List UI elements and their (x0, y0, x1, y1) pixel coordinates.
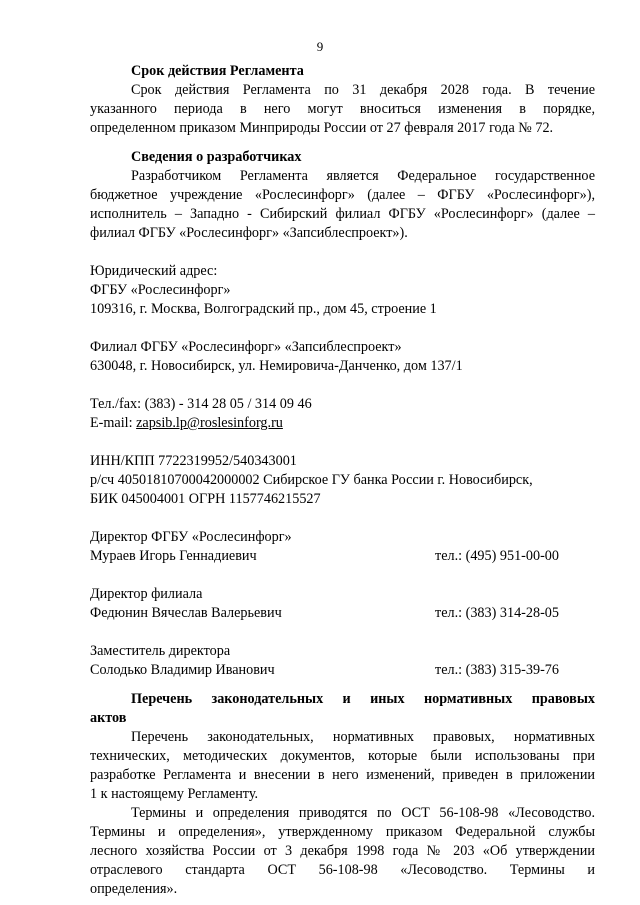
acts-para1-line: Перечень законодательных, нормативных правовых, нормативных (131, 729, 595, 745)
person-phone: тел.: (383) 314-28-05 (435, 605, 559, 621)
acts-para1-line: технических, методических документов, которые были использованы при (90, 748, 595, 764)
section-heading-acts-cont: актов (90, 710, 127, 726)
acts-para2-line: Термины и определения приводятся по ОСТ 56-108-98 «Лесоводство. (131, 805, 595, 821)
contact-email-row (90, 414, 595, 433)
contact-phone: Тел./fax: (383) - 314 28 05 / 314 09 46 (90, 396, 312, 412)
person-name: Солодько Владимир Иванович (90, 662, 275, 678)
acts-para1-line: 1 к настоящему Регламенту. (90, 786, 259, 802)
person-title: Директор филиала (90, 586, 203, 602)
person-title: Заместитель директора (90, 643, 231, 659)
bank-account: р/сч 40501810700042000002 Сибирское ГУ банка России г. Новосибирск, (90, 472, 533, 488)
developers-line: исполнитель – Западно - Сибирский филиал ФГБУ «Рослесинфорг» (далее – (90, 206, 595, 222)
acts-para2-line: отраслевого стандарта ОСТ 56-108-98 «Лесоводство. Термины и (90, 862, 595, 878)
person-row (90, 604, 595, 623)
legal-address-value: 109316, г. Москва, Волгоградский пр., дом 45, строение 1 (90, 301, 437, 317)
developers-line: филиал ФГБУ «Рослесинфорг» «Запсиблеспроект»). (90, 225, 408, 241)
acts-para2-line: определения». (90, 881, 178, 897)
person-name: Мураев Игорь Геннадиевич (90, 548, 257, 564)
person-phone: тел.: (383) 315-39-76 (435, 662, 559, 678)
person-row (90, 547, 595, 566)
legal-address-label: Юридический адрес: (90, 263, 218, 279)
contact-email-label: E-mail: (90, 415, 137, 431)
person-name: Федюнин Вячеслав Валерьевич (90, 605, 282, 621)
term-line: определенном приказом Минприроды России от 27 февраля 2017 года № 72. (90, 120, 554, 136)
branch-address: 630048, г. Новосибирск, ул. Немировича-Данченко, дом 137/1 (90, 358, 463, 374)
page-number: 9 (316, 39, 324, 54)
person-phone: тел.: (495) 951-00-00 (435, 548, 559, 564)
legal-address-org: ФГБУ «Рослесинфорг» (90, 282, 231, 298)
acts-para2-line: Термины и определения», утвержденному приказом Федеральной службы (90, 824, 595, 840)
section-heading-developers: Сведения о разработчиках (131, 149, 302, 165)
developers-line: Разработчиком Регламента является Федеральное государственное (131, 168, 595, 184)
email-link[interactable]: zapsib.lp@roslesinforg.ru (136, 415, 283, 431)
term-line: Срок действия Регламента по 31 декабря 2028 года. В течение (131, 82, 595, 98)
person-row (90, 661, 595, 680)
developers-line: бюджетное учреждение «Рослесинфорг» (далее – ФГБУ «Рослесинфорг»), (90, 187, 595, 203)
page-content (90, 62, 595, 899)
term-line: указанного периода в него могут вноситься изменения в порядке, (90, 101, 595, 117)
branch-name: Филиал ФГБУ «Рослесинфорг» «Запсиблеспроект» (90, 339, 402, 355)
bank-bik: БИК 045004001 ОГРН 1157746215527 (90, 491, 321, 507)
section-heading-acts: Перечень законодательных и иных нормативных правовых (131, 691, 595, 707)
section-heading-term: Срок действия Регламента (131, 63, 304, 79)
acts-para1-line: разработке Регламента и внесении в него изменений, приведен в приложении (90, 767, 595, 783)
person-title: Директор ФГБУ «Рослесинфорг» (90, 529, 292, 545)
acts-para2-line: лесного хозяйства России от 3 декабря 1998 года № 203 «Об утверждении (90, 843, 595, 859)
bank-inn: ИНН/КПП 7722319952/540343001 (90, 453, 297, 469)
